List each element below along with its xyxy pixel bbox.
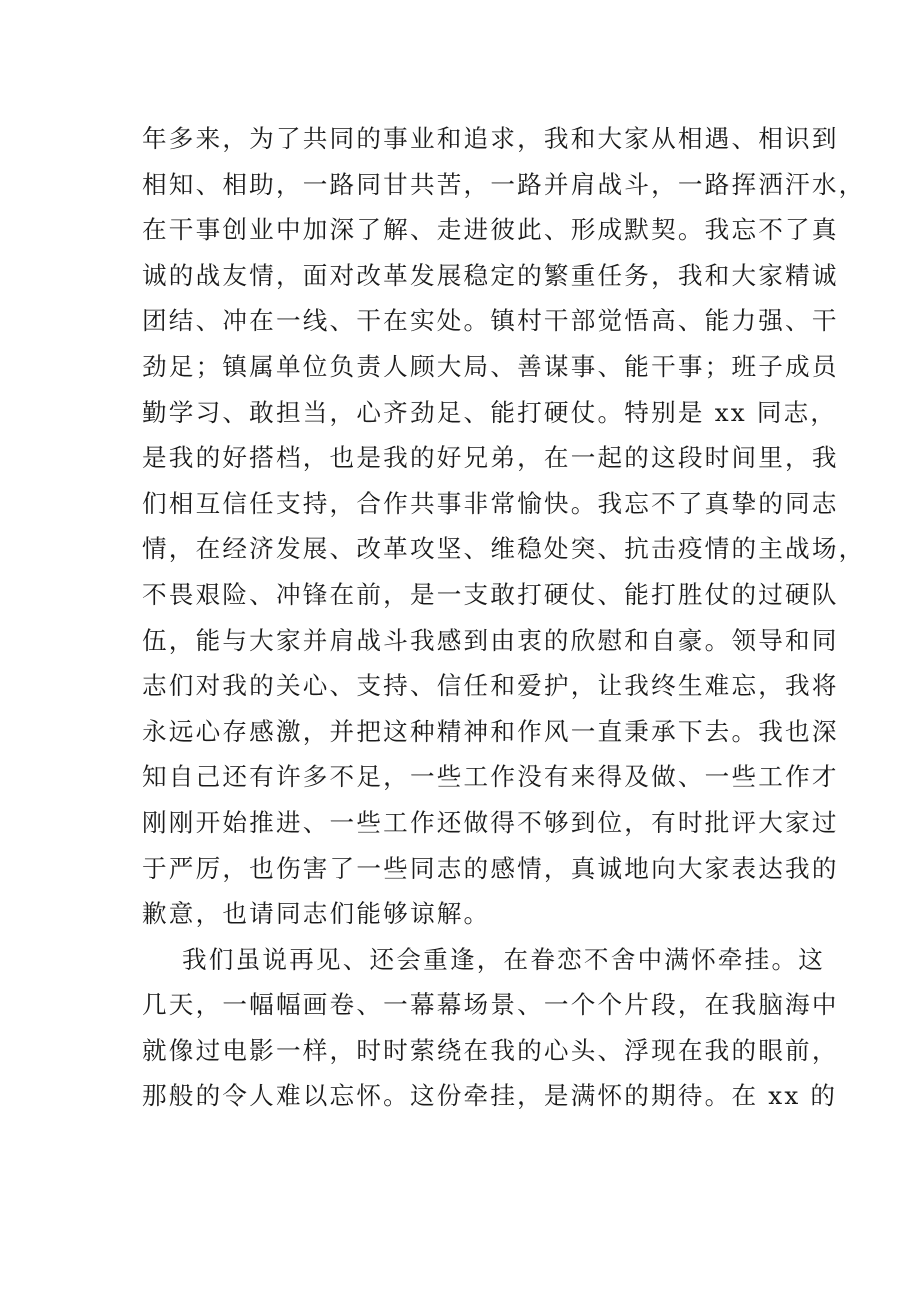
paragraph-start-line: 我们虽说再见、还会重逢，在眷恋不舍中满怀牵挂。这 bbox=[182, 944, 826, 974]
body-text bbox=[142, 116, 866, 1119]
text-line: 伍，能与大家并肩战斗我感到由衷的欣慰和自豪。领导和同 bbox=[142, 625, 839, 655]
text-line: 勤学习、敢担当，心齐劲足、能打硬仗。特别是 xx 同志， bbox=[142, 397, 838, 427]
text-line: 歉意，也请同志们能够谅解。 bbox=[142, 899, 491, 929]
text-line: 几天，一幅幅画卷、一幕幕场景、一个个片段，在我脑海中 bbox=[142, 990, 839, 1020]
text-line: 知自己还有许多不足，一些工作没有来得及做、一些工作才 bbox=[142, 762, 839, 792]
text-line: 情，在经济发展、改革攻坚、维稳处突、抗击疫情的主战场， bbox=[142, 534, 866, 564]
text-line: 永远心存感激，并把这种精神和作风一直秉承下去。我也深 bbox=[142, 716, 839, 746]
text-line: 相知、相助，一路同甘共苦，一路并肩战斗，一路挥洒汗水， bbox=[142, 169, 866, 199]
text-line: 就像过电影一样，时时萦绕在我的心头、浮现在我的眼前， bbox=[142, 1035, 839, 1065]
text-line: 是我的好搭档，也是我的好兄弟，在一起的这段时间里，我 bbox=[142, 443, 839, 473]
text-line: 诚的战友情，面对改革发展稳定的繁重任务，我和大家精诚 bbox=[142, 260, 839, 290]
text-line: 们相互信任支持，合作共事非常愉快。我忘不了真挚的同志 bbox=[142, 488, 839, 518]
text-line: 于严厉，也伤害了一些同志的感情，真诚地向大家表达我的 bbox=[142, 853, 839, 883]
text-line: 不畏艰险、冲锋在前，是一支敢打硬仗、能打胜仗的过硬队 bbox=[142, 579, 839, 609]
text-line: 那般的令人难以忘怀。这份牵挂，是满怀的期待。在 xx 的 bbox=[142, 1081, 838, 1111]
text-line: 劲足；镇属单位负责人顾大局、善谋事、能干事；班子成员 bbox=[142, 351, 839, 381]
text-line: 刚刚开始推进、一些工作还做得不够到位，有时批评大家过 bbox=[142, 807, 839, 837]
text-line: 在干事创业中加深了解、走进彼此、形成默契。我忘不了真 bbox=[142, 215, 839, 245]
text-line: 年多来，为了共同的事业和追求，我和大家从相遇、相识到 bbox=[142, 124, 839, 153]
text-line: 团结、冲在一线、干在实处。镇村干部觉悟高、能力强、干 bbox=[142, 306, 839, 336]
text-line: 志们对我的关心、支持、信任和爱护，让我终生难忘，我将 bbox=[142, 671, 839, 701]
